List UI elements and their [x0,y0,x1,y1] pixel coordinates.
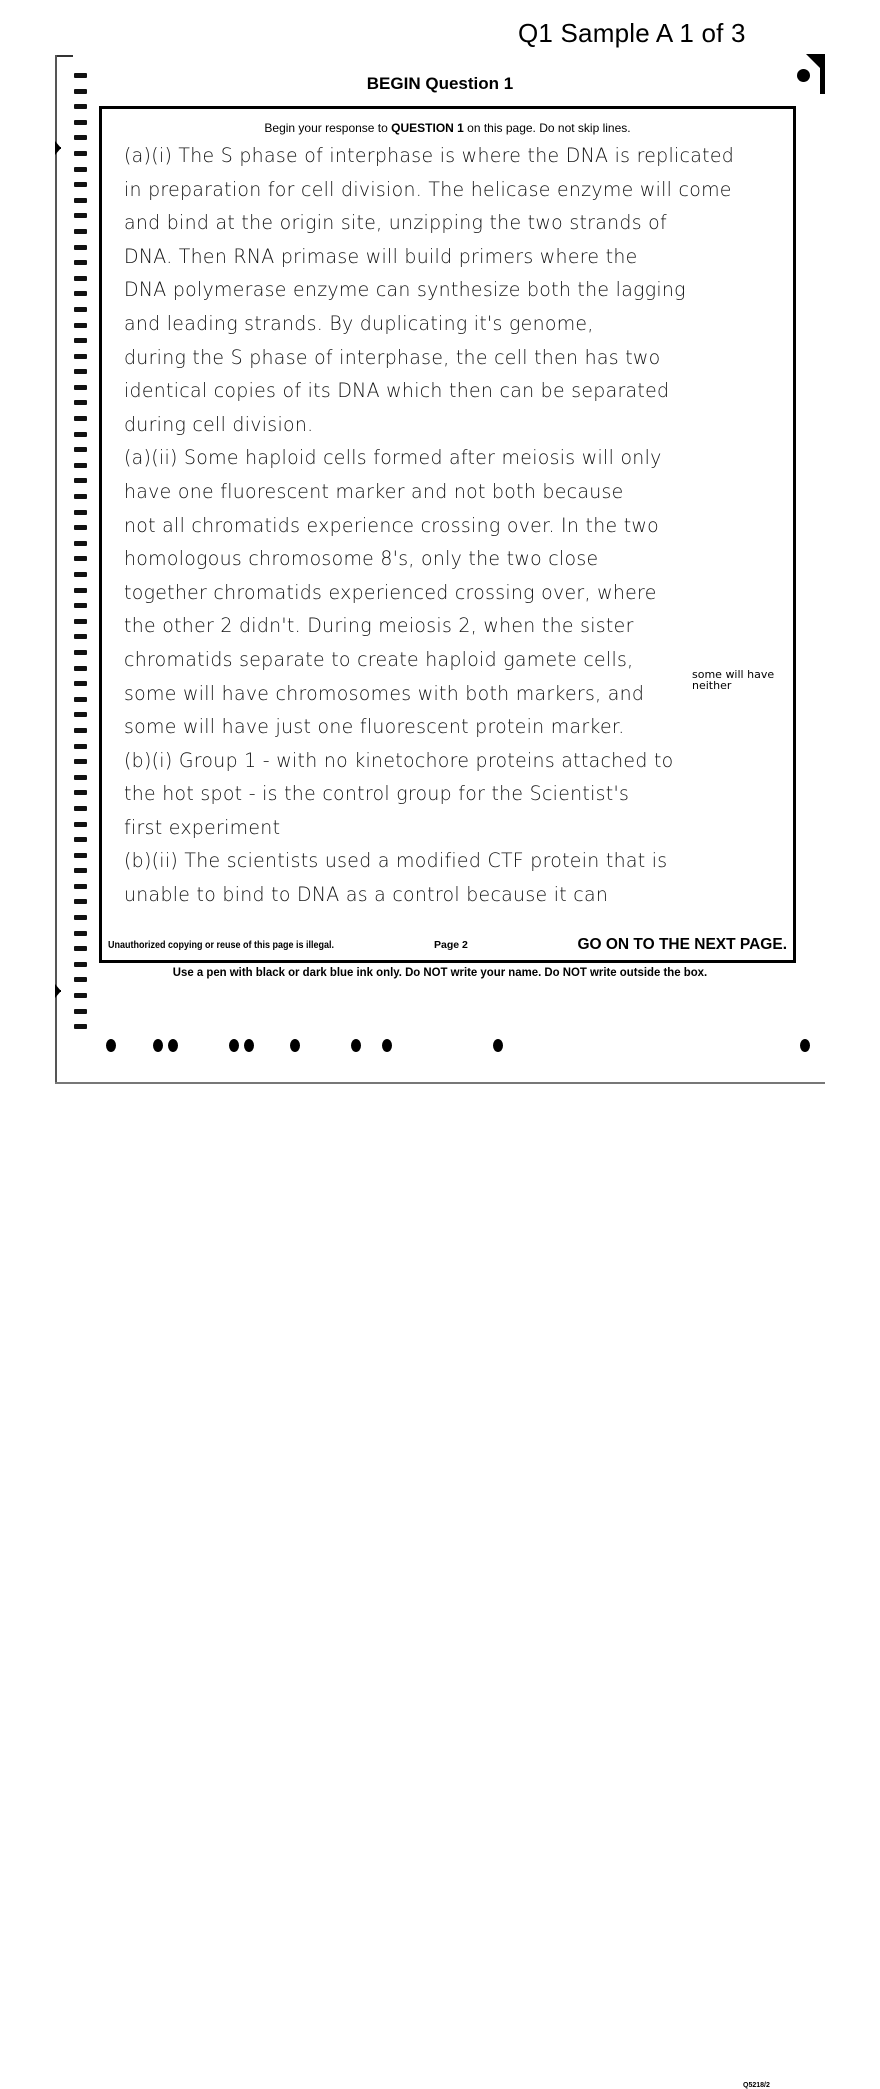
instruction-prefix: Begin your response to [264,121,392,135]
registration-mark [74,104,87,109]
registration-mark [74,338,87,343]
registration-mark [74,213,87,218]
timing-dot [290,1039,300,1052]
registration-mark [74,837,87,842]
registration-mark [74,432,87,437]
registration-mark [74,603,87,608]
instruction-suffix: on this page. Do not skip lines. [463,121,631,135]
registration-mark [74,728,87,733]
sheet-tick-mark [55,990,61,992]
handwritten-line: during the S phase of interphase, the cell then has two [124,345,661,369]
box-footer [108,934,787,954]
sample-label: Q1 Sample A 1 of 3 [518,18,746,48]
sheet-edge-bottom [55,1082,825,1084]
handwritten-line: first experiment [124,815,281,839]
handwritten-line: (a)(ii) Some haploid cells formed after meiosis will only [124,446,662,470]
registration-mark [74,323,87,328]
registration-mark [74,198,87,203]
registration-mark [74,806,87,811]
timing-dot [800,1039,810,1052]
registration-mark [74,447,87,452]
handwritten-line: (a)(i) The S phase of interphase is where the DNA is replicated [124,144,735,167]
registration-mark [74,120,87,125]
registration-mark [74,884,87,889]
registration-mark [74,354,87,359]
registration-mark [74,681,87,686]
registration-mark [74,541,87,546]
handwritten-line: (b)(ii) The scientists used a modified CTF protein that is [124,849,668,873]
handwritten-line: and bind at the origin site, unzipping the two strands of [124,211,667,235]
registration-mark [74,510,87,515]
registration-mark [74,385,87,390]
registration-mark [74,868,87,873]
registration-mark [74,245,87,250]
registration-mark [74,946,87,951]
insertion-note: some will have neither [692,668,775,692]
registration-mark [74,634,87,639]
handwritten-line: identical copies of its DNA which then can be separated [124,379,670,403]
registration-mark [74,556,87,561]
handwritten-line: DNA polymerase enzyme can synthesize both the lagging [124,278,686,302]
registration-mark [74,588,87,593]
registration-mark [74,993,87,998]
timing-dot [229,1039,239,1052]
registration-mark [74,291,87,296]
registration-mark [74,666,87,671]
registration-mark [74,853,87,858]
registration-mark [74,369,87,374]
handwritten-line: some will have just one fluorescent protein marker. [124,715,625,739]
registration-mark [74,494,87,499]
registration-mark [74,276,87,281]
timing-dot [382,1039,392,1052]
instruction-question: QUESTION 1 [391,121,464,135]
handwritten-line: have one fluorescent marker and not both because [124,479,624,503]
registration-mark [74,307,87,312]
registration-mark [74,931,87,936]
registration-mark [74,572,87,577]
handwritten-response [124,139,774,912]
registration-mark [74,650,87,655]
form-code: Q5218/2 [743,2082,770,2089]
page-number: Page 2 [434,939,468,951]
registration-mark [74,135,87,140]
response-instruction [102,121,793,135]
registration-mark [74,167,87,172]
registration-mark [74,697,87,702]
registration-mark [74,775,87,780]
handwritten-line: some will have chromosomes with both markers, and [124,681,645,705]
registration-mark [74,400,87,405]
handwritten-line: homologous chromosome 8's, only the two close [124,547,599,571]
timing-dot [153,1039,163,1052]
ink-instructions: Use a pen with black or dark blue ink only. Do NOT write your name. Do NOT write outside the box. [172,965,708,979]
handwritten-line: not all chromatids experience crossing over. In the two [124,513,660,537]
registration-mark [74,744,87,749]
registration-mark [74,478,87,483]
corner-triangle-mark [806,54,820,68]
handwritten-line: during cell division. [124,412,314,436]
registration-mark [74,416,87,421]
registration-mark [74,822,87,827]
registration-mark [74,525,87,530]
handwritten-line: and leading strands. By duplicating it's genome, [124,311,594,335]
handwritten-line: chromatids separate to create haploid gamete cells, [124,647,634,671]
registration-mark [74,712,87,717]
timing-dot [351,1039,361,1052]
handwritten-line: DNA. Then RNA primase will build primers where the [124,244,638,268]
registration-mark [74,463,87,468]
sheet-tick-mark [55,147,61,149]
registration-mark [74,1024,87,1029]
handwritten-line: the other 2 didn't. During meiosis 2, when the sister [124,614,634,638]
handwritten-line: unable to bind to DNA as a control because it can [124,883,609,907]
registration-mark [74,915,87,920]
registration-mark [74,151,87,156]
legal-notice: Unauthorized copying or reuse of this page is illegal. [108,940,335,951]
go-on-notice: GO ON TO THE NEXT PAGE. [577,936,787,953]
registration-mark [74,790,87,795]
handwritten-line: together chromatids experienced crossing over, where [124,580,657,604]
timing-dot [106,1039,116,1052]
registration-mark [74,1009,87,1014]
timing-dot [493,1039,503,1052]
response-box [99,106,796,963]
registration-mark [74,182,87,187]
registration-mark [74,619,87,624]
sheet-edge-top [55,55,73,57]
registration-mark [74,260,87,265]
timing-dot [244,1039,254,1052]
handwritten-line: (b)(i) Group 1 - with no kinetochore proteins attached to [124,748,674,772]
timing-dots [0,1039,880,2089]
timing-dot [168,1039,178,1052]
registration-mark [74,899,87,904]
sheet-edge-left [55,55,57,1083]
question-title: BEGIN Question 1 [366,74,514,93]
registration-marks [74,73,88,1040]
registration-mark [74,229,87,234]
registration-mark [74,759,87,764]
handwritten-line: the hot spot - is the control group for the Scientist's [124,782,630,806]
handwritten-line: in preparation for cell division. The helicase enzyme will come [124,177,732,201]
